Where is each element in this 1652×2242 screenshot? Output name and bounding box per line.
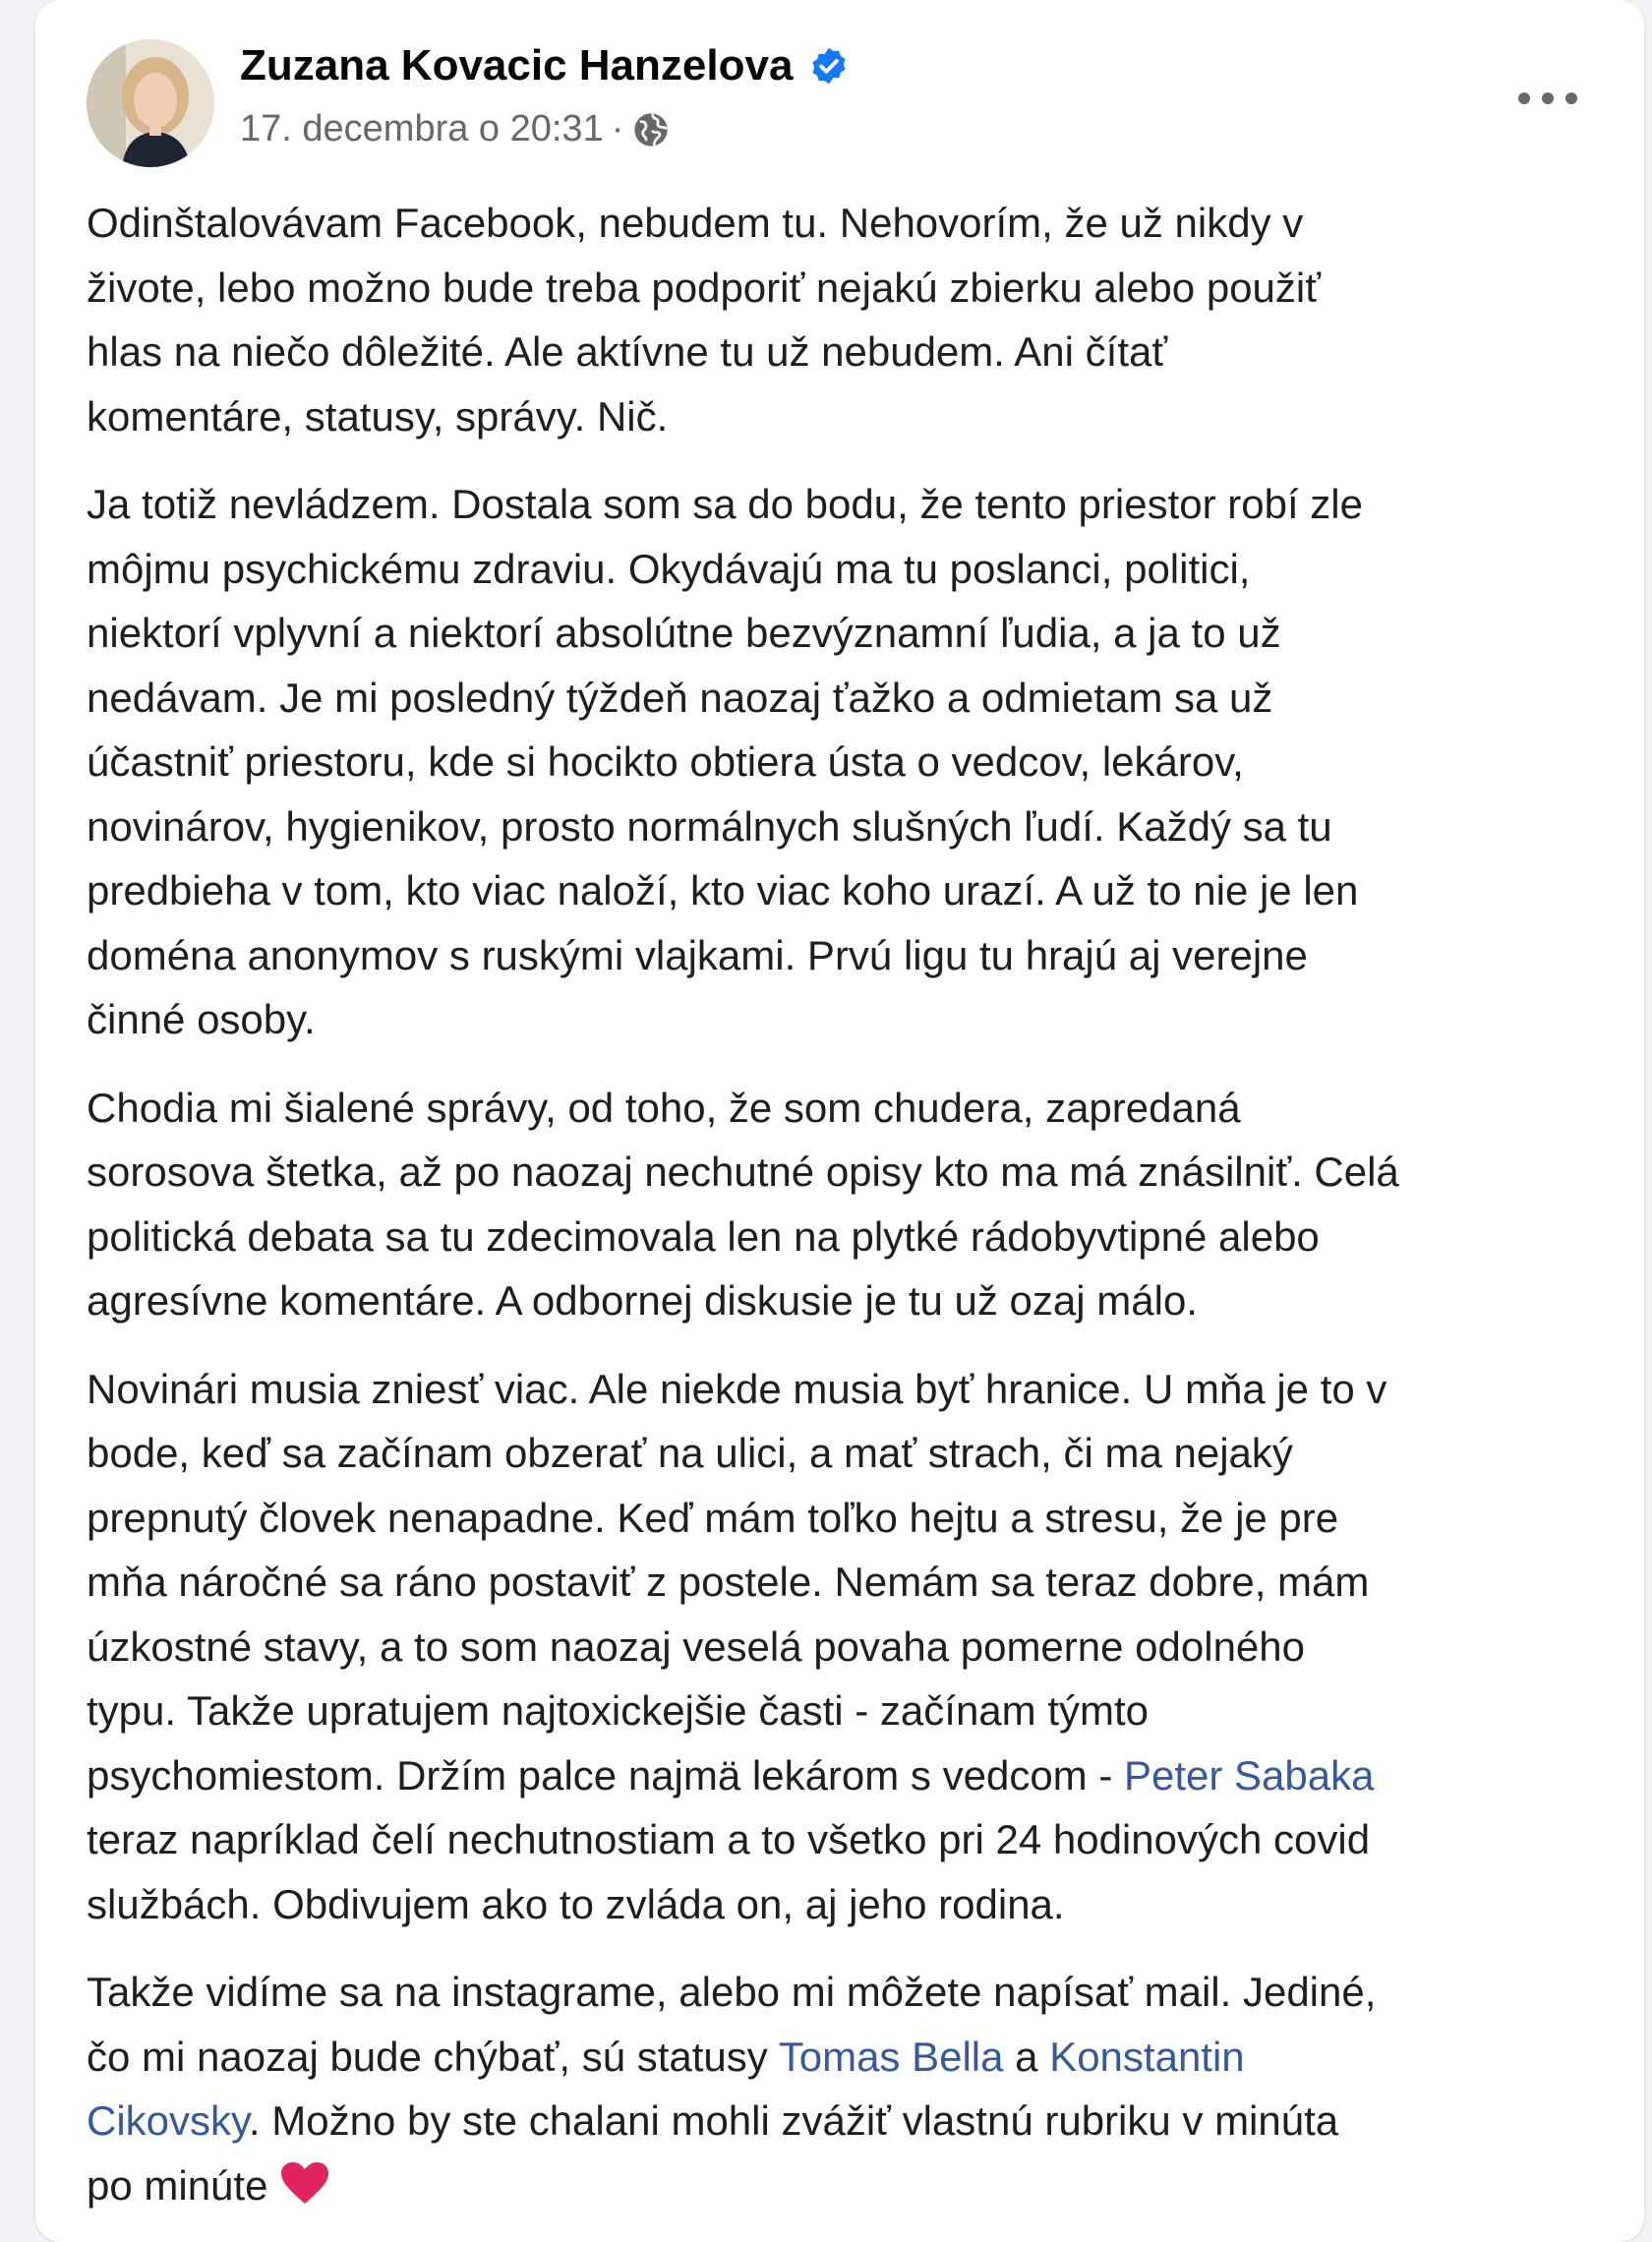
text-line <box>87 2025 1640 2090</box>
globe-icon[interactable] <box>631 110 671 149</box>
text-line: môjmu psychickému zdraviu. Okydávajú ma tu poslanci, politici, <box>87 545 1251 592</box>
post-timestamp[interactable]: 17. decembra o 20:31 <box>240 108 604 149</box>
text-segment: čo mi naozaj bude chýbať, sú statusy <box>87 2033 779 2080</box>
mention-tomas-bella[interactable]: Tomas Bella <box>778 2033 1004 2080</box>
text-line: novinárov, hygienikov, prosto normálnych slušných ľudí. Každý sa tu <box>87 802 1332 850</box>
text-line: službách. Obdivujem ako to zvláda on, aj jeho rodina. <box>87 1880 1065 1927</box>
text-line: typu. Takže upratujem najtoxickejšie časti - začínam týmto <box>87 1687 1150 1734</box>
text-line: politická debata sa tu zdecimovala len na plytké rádobyvtipné alebo <box>87 1212 1320 1260</box>
text-line: sorosova štetka, až po naozaj nechutné opisy kto ma má znásilniť. Celá <box>87 1149 1399 1195</box>
text-line: Odinštalovávam Facebook, nebudem tu. Nehovorím, že už nikdy v <box>87 200 1304 246</box>
post-author[interactable] <box>240 41 850 90</box>
text-line: účastniť priestoru, kde si hocikto obtiera ústa o vedcov, lekárov, <box>87 738 1244 785</box>
text-line: doména anonymov s ruskými vlajkami. Prvú ligu tu hrajú aj verejne <box>87 931 1308 978</box>
text-line: nedávam. Je mi posledný týždeň naozaj ťažko a odmietam sa už <box>87 674 1273 721</box>
text-line: prepnutý človek nenapadne. Keď mám toľko hejtu a stresu, že je pre <box>87 1494 1339 1541</box>
text-line: Novinári musia zniesť viac. Ale niekde musia byť hranice. U mňa je to v <box>87 1365 1387 1412</box>
text-line: hlas na niečo dôležité. Ale aktívne tu už nebudem. Ani čítať <box>87 328 1168 375</box>
text-line: niektorí vplyvní a niektorí absolútne bezvýznamní ľudia, a ja to už <box>87 610 1281 656</box>
text-line: teraz napríklad čelí nechutnostiam a to všetko pri 24 hodinových covid <box>87 1816 1371 1862</box>
text-line: živote, lebo možno bude treba podporiť nejakú zbierku alebo použiť <box>87 264 1321 311</box>
text-line: bode, keď sa začínam obzerať na ulici, a mať strach, či ma nejaký <box>87 1430 1293 1476</box>
text-line: činné osoby. <box>87 996 316 1042</box>
text-segment: a <box>1003 2033 1050 2080</box>
post-paragraph-2 <box>87 472 1640 1052</box>
text-line: predbieha v tom, kto viac naloží, kto viac koho urazí. A už to nie je len <box>87 867 1359 914</box>
text-line: úzkostné stavy, a to som naozaj veselá povaha pomerne odolného <box>87 1622 1305 1670</box>
author-avatar[interactable] <box>87 39 214 167</box>
post-paragraph-5 <box>87 1960 1640 2217</box>
avatar-photo <box>87 39 214 167</box>
text-line: komentáre, statusy, správy. Nič. <box>87 392 669 440</box>
text-segment: psychomiestom. Držím palce najmä lekárom s vedcom - <box>87 1751 1124 1799</box>
mention-konstantin-cikovsky[interactable]: Cikovsky <box>87 2097 249 2144</box>
text-line <box>87 2089 1640 2154</box>
post-paragraph-3 <box>87 1076 1640 1333</box>
text-segment: . Možno by ste chalani mohli zvážiť vlastnú rubriku v minúta <box>248 2097 1339 2144</box>
more-options-icon <box>1516 90 1579 106</box>
mention-peter-sabaka[interactable]: Peter Sabaka <box>1123 1751 1375 1799</box>
text-line: mňa náročné sa ráno postaviť z postele. Nemám sa teraz dobre, mám <box>87 1559 1370 1605</box>
post-meta <box>240 108 671 150</box>
text-line: Takže vidíme sa na instagrame, alebo mi môžete napísať mail. Jediné, <box>87 1969 1377 2015</box>
author-name[interactable]: Zuzana Kovacic Hanzelova <box>240 41 794 89</box>
mention-konstantin-cikovsky[interactable]: Konstantin <box>1049 2033 1245 2080</box>
text-line <box>87 2154 1640 2218</box>
meta-separator: · <box>611 108 624 149</box>
text-segment: po minúte <box>87 2161 280 2209</box>
more-options-button[interactable] <box>1501 71 1595 126</box>
post-text <box>87 191 1640 2241</box>
text-line: agresívne komentáre. A odbornej diskusie je tu už ozaj málo. <box>87 1277 1198 1324</box>
verified-badge-icon <box>808 45 850 87</box>
text-line: Ja totiž nevládzem. Dostala som sa do bodu, že tento priestor robí zle <box>87 481 1364 527</box>
post-paragraph-1 <box>87 191 1640 448</box>
text-line: Chodia mi šialené správy, od toho, že som chudera, zapredaná <box>87 1084 1241 1131</box>
heart-emoji-icon <box>279 2160 330 2206</box>
post-paragraph-4 <box>87 1357 1640 1937</box>
post-card <box>35 0 1644 2242</box>
text-line <box>87 1743 1640 1808</box>
